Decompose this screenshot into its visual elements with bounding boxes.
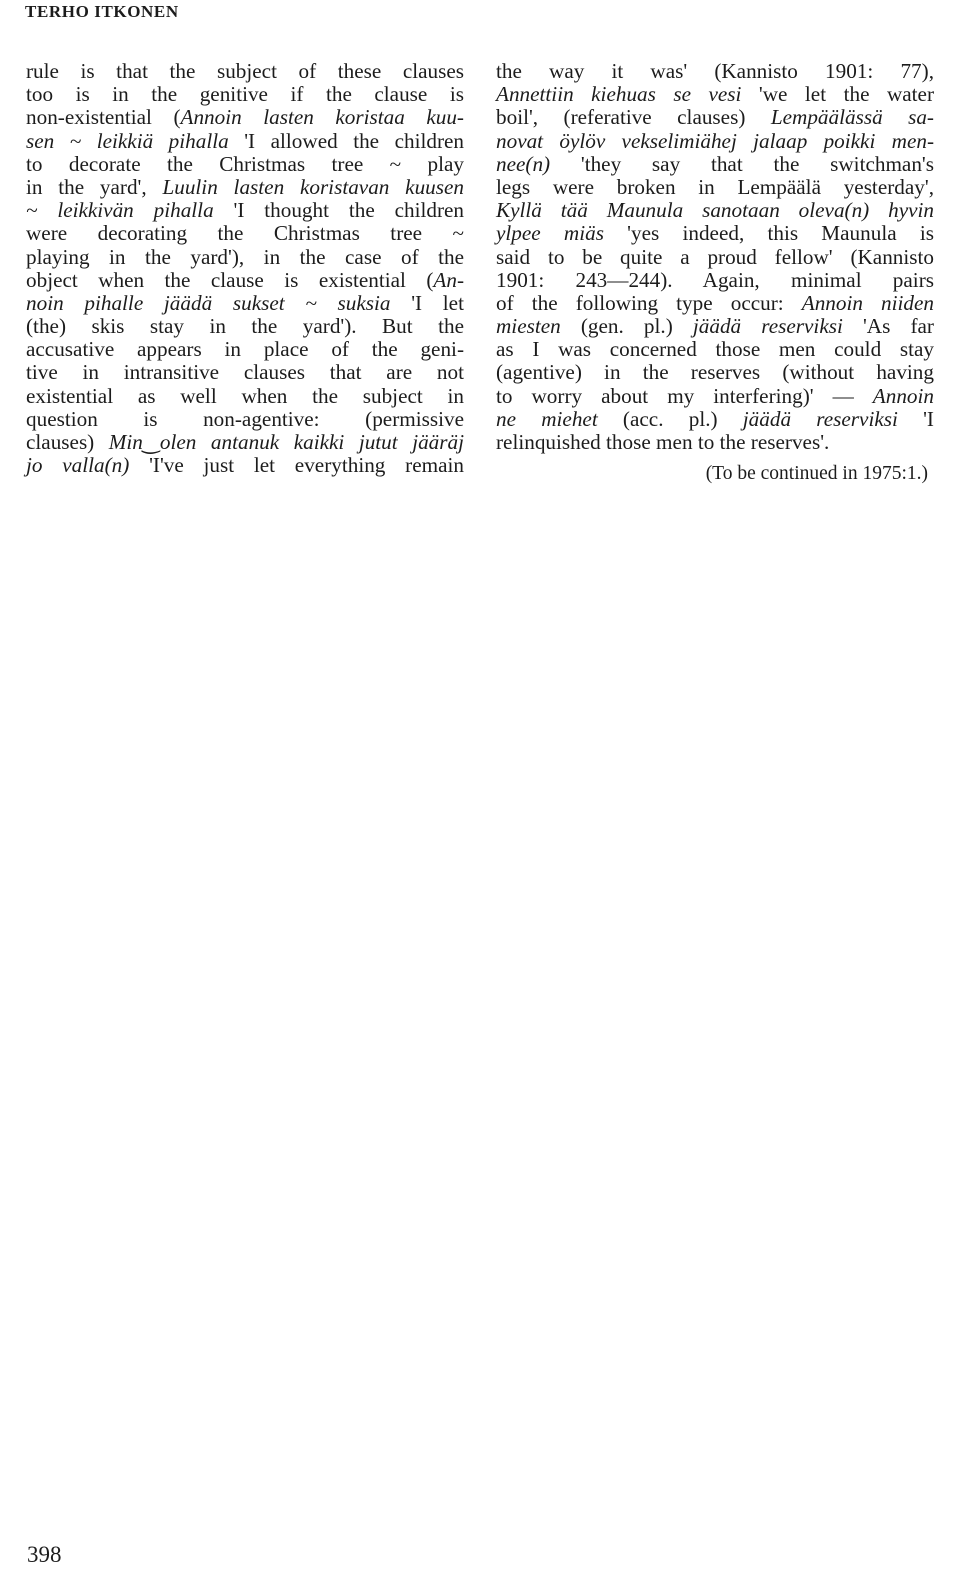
right-column bbox=[496, 60, 934, 485]
text-line: ylpee miäs 'yes indeed, this Maunula is bbox=[496, 221, 934, 246]
text-line: of the following type occur: Annoin niiden bbox=[496, 290, 934, 315]
text-line: ~ leikkivän pihalla 'I thought the children bbox=[26, 198, 464, 223]
text-line: object when the clause is existential (An- bbox=[26, 267, 464, 292]
text-line: the way it was' (Kannisto 1901: 77), bbox=[496, 59, 934, 83]
text-line: jo valla(n) 'I've just let everything remain bbox=[26, 453, 464, 478]
text-line: to worry about my interfering)' — Annoin bbox=[496, 383, 934, 408]
text-line: existential as well when the subject in bbox=[26, 383, 464, 408]
text-line: said to be quite a proud fellow' (Kannisto bbox=[496, 244, 934, 269]
text-line: as I was concerned those men could stay bbox=[496, 337, 934, 362]
text-line: Kyllä tää Maunula sanotaan oleva(n) hyvin bbox=[496, 198, 934, 223]
text-line: ne miehet (acc. pl.) jäädä reserviksi 'I bbox=[496, 406, 934, 431]
text-line: miesten (gen. pl.) jäädä reserviksi 'As far bbox=[496, 314, 934, 339]
text-line: noin pihalle jäädä sukset ~ suksia 'I let bbox=[26, 290, 464, 315]
text-line: legs were broken in Lempäälä yesterday', bbox=[496, 174, 934, 199]
text-line: nee(n) 'they say that the switchman's bbox=[496, 151, 934, 176]
continuation-note: (To be continued in 1975:1.) bbox=[705, 463, 928, 485]
text-line: accusative appears in place of the geni- bbox=[26, 337, 464, 362]
text-line: novat öylöv vekselimiähej jalaap poikki men- bbox=[496, 128, 934, 153]
text-line: too is in the genitive if the clause is bbox=[26, 82, 464, 107]
text-line: clauses) Min‿olen antanuk kaikki jutut jääräj bbox=[26, 430, 464, 454]
text-line: in the yard', Luulin lasten koristavan kuusen bbox=[26, 174, 464, 199]
text-line: playing in the yard'), in the case of the bbox=[26, 244, 464, 269]
text-line: Annettiin kiehuas se vesi 'we let the water bbox=[496, 82, 935, 107]
text-line: non-existential (Annoin lasten koristaa kuu- bbox=[26, 105, 464, 130]
text-line: question is non-agentive: (permissive bbox=[26, 406, 464, 431]
text-line: boil', (referative clauses) Lempäälässä sa- bbox=[496, 105, 934, 130]
text-line: to decorate the Christmas tree ~ play bbox=[26, 151, 464, 176]
text-line: sen ~ leikkiä pihalla 'I allowed the children bbox=[26, 128, 464, 153]
page-number: 398 bbox=[27, 1542, 62, 1567]
running-head: TERHO ITKONEN bbox=[25, 2, 179, 21]
text-line: (the) skis stay in the yard'). But the bbox=[26, 314, 464, 339]
text-line: relinquished those men to the reserves'. bbox=[496, 430, 830, 454]
text-line: tive in intransitive clauses that are not bbox=[26, 360, 464, 385]
text-line: (agentive) in the reserves (without having bbox=[496, 360, 934, 385]
text-line: rule is that the subject of these clauses bbox=[26, 59, 464, 83]
text-line: 1901: 243—244). Again, minimal pairs bbox=[496, 267, 934, 292]
left-column bbox=[26, 60, 464, 477]
text-line: were decorating the Christmas tree ~ bbox=[26, 221, 464, 246]
